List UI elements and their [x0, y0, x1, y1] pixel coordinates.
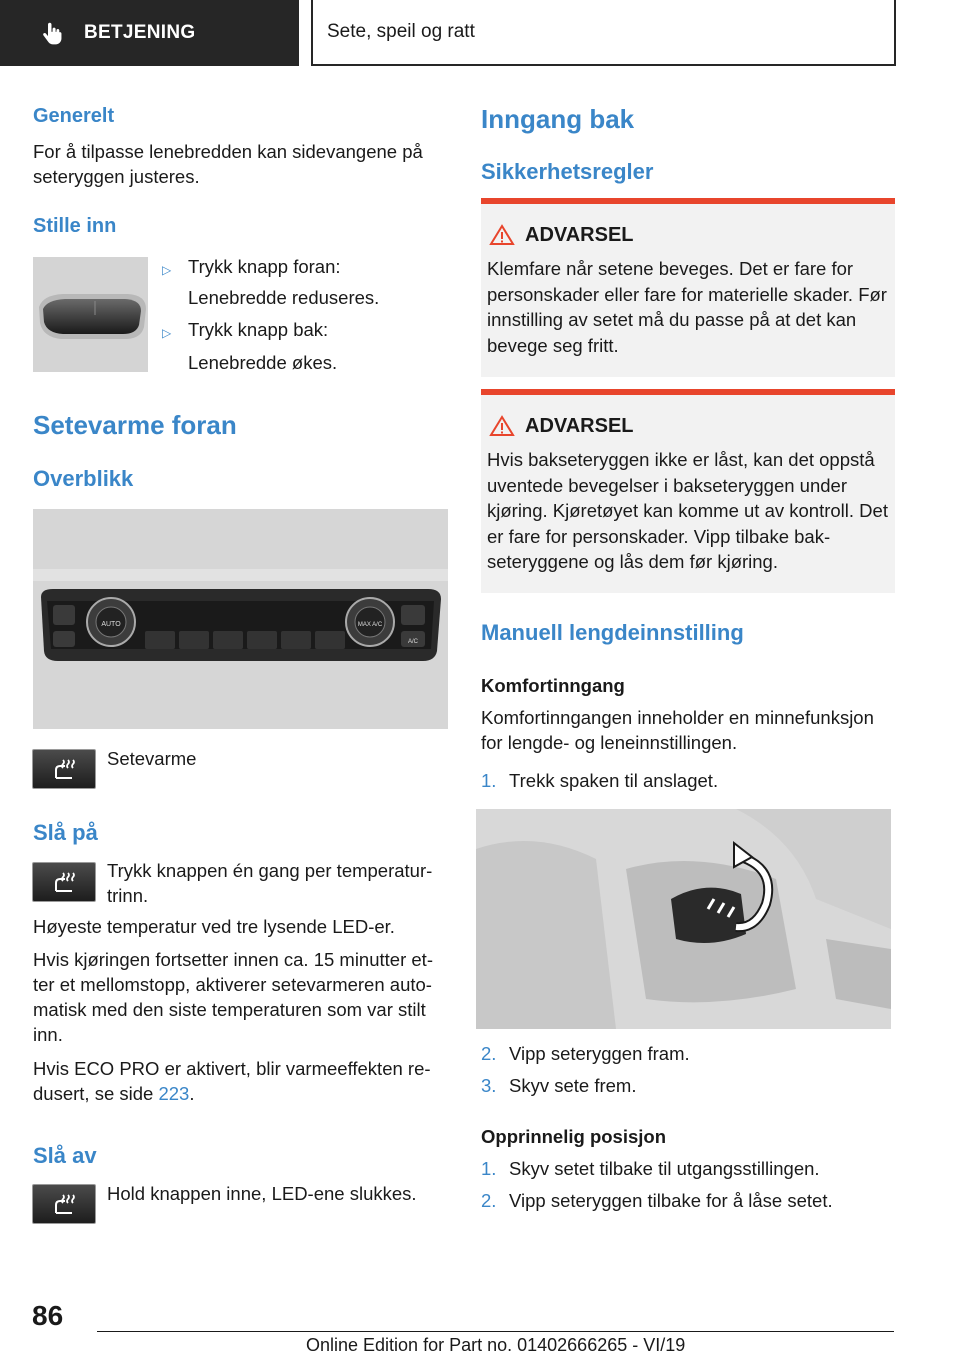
ac-label: A/C [407, 639, 419, 645]
heading-inngang-bak: Inngang bak [481, 104, 635, 134]
warning-box-2 [481, 389, 895, 593]
chapter-title: Sete, speil og ratt [327, 21, 475, 42]
eco-text: Hvis ECO PRO er aktivert, blir varmeeffekten redusert, se side [33, 1058, 431, 1104]
hvis-kjoring-text: Hvis kjøringen fortsetter innen ca. 15 minutter etter et mellomstopp, aktiverer setevarmeren automatisk med den siste temperaturen som var stilt inn. [33, 949, 433, 1045]
page-number: 86 [32, 1300, 64, 1331]
chapter-tab [311, 0, 896, 66]
stille-item-1-label: Trykk knapp foran: [188, 256, 341, 277]
warning-icon [489, 415, 515, 437]
backrest-width-button-illustration [33, 257, 148, 372]
eco-text-block [33, 1056, 448, 1106]
step-number: 2. [481, 1043, 497, 1064]
hand-pointer-icon [40, 20, 66, 46]
step-text: Skyv setet tilbake til utgangsstillingen. [509, 1158, 820, 1179]
heading-setevarme: Setevarme foran [33, 410, 237, 440]
section-title: BETJENING [84, 22, 196, 43]
heading-manuell: Manuell lengdeinnstilling [481, 620, 744, 645]
footer-divider [97, 1331, 894, 1332]
seat-heating-button-icon [32, 1184, 96, 1224]
warning-1-title: ADVARSEL [525, 224, 634, 246]
bullet-icon: ▷ [162, 326, 172, 340]
komfort-text: Komfortinngangen inneholder en minnefunksjon for lengde- og leneinnstillingen. [481, 707, 874, 753]
heading-generelt: Generelt [33, 105, 115, 127]
step-number: 3. [481, 1075, 497, 1096]
seat-lever-image [476, 809, 891, 1029]
setevarme-label: Setevarme [107, 748, 197, 769]
heading-sla-pa: Slå på [33, 820, 98, 845]
climate-panel-illustration [33, 509, 448, 729]
warning-1-text: Klemfare når setene beveges. Det er fare for personskader eller fare for materielle skader. Før innstilling av setet må du passe på at det kan bevege seg fritt. [487, 258, 887, 356]
warning-box-1 [481, 198, 895, 377]
auto-label: AUTO [101, 621, 121, 628]
step-number: 1. [481, 770, 497, 791]
climate-panel-image [33, 509, 448, 729]
step-text: Vipp seteryggen tilbake for å låse setet. [509, 1190, 833, 1211]
hoyeste-text: Høyeste temperatur ved tre lysende LED-er. [33, 916, 395, 937]
heading-stille-inn: Stille inn [33, 215, 117, 237]
step-number: 1. [481, 1158, 497, 1179]
sla-av-text: Hold knappen inne, LED-ene slukkes. [107, 1183, 417, 1204]
step-text: Trekk spaken til anslaget. [509, 770, 719, 791]
warning-icon [489, 224, 515, 246]
page-link[interactable]: 223 [158, 1083, 190, 1104]
max-ac-label: MAX A/C [357, 622, 383, 628]
seat-lever-illustration [476, 809, 891, 1029]
stille-item-2-result: Lenebredde økes. [188, 352, 338, 373]
stille-item-2-label: Trykk knapp bak: [188, 319, 329, 340]
seat-heating-button-icon [32, 862, 96, 902]
stille-item-1-result: Lenebredde reduseres. [188, 287, 380, 308]
heading-opprinnelig: Opprinnelig posisjon [481, 1126, 666, 1147]
lumbar-button-image [33, 257, 148, 372]
generelt-text: For å tilpasse lenebredden kan sidevangene på seteryggen justeres. [33, 141, 423, 187]
heading-komfortinngang: Komfortinngang [481, 675, 625, 696]
warning-2-title: ADVARSEL [525, 415, 634, 437]
step-number: 2. [481, 1190, 497, 1211]
footer-edition: Online Edition for Part no. 01402666265 - VI/19 [306, 1335, 686, 1355]
warning-2-text: Hvis bakseteryggen ikke er låst, kan det oppstå uventede bevegelser i bakseteryggen under kjøring. Kjøretøyet kan komme ut av kontroll. Det er fare for personskader. Vipp tilbake bakseteryggene og lås dem før kjøring. [487, 449, 888, 572]
heading-sikkerhetsregler: Sikkerhetsregler [481, 159, 654, 184]
step-text: Vipp seteryggen fram. [509, 1043, 690, 1064]
sla-pa-text: Trykk knappen én gang per temperaturtrinn. [107, 860, 433, 906]
eco-end: . [189, 1083, 195, 1104]
heading-sla-av: Slå av [33, 1143, 97, 1168]
seat-heating-button-icon [32, 749, 96, 789]
bullet-icon: ▷ [162, 263, 172, 277]
heading-overblikk: Overblikk [33, 466, 134, 491]
step-text: Skyv sete frem. [509, 1075, 637, 1096]
section-tab [0, 0, 299, 66]
